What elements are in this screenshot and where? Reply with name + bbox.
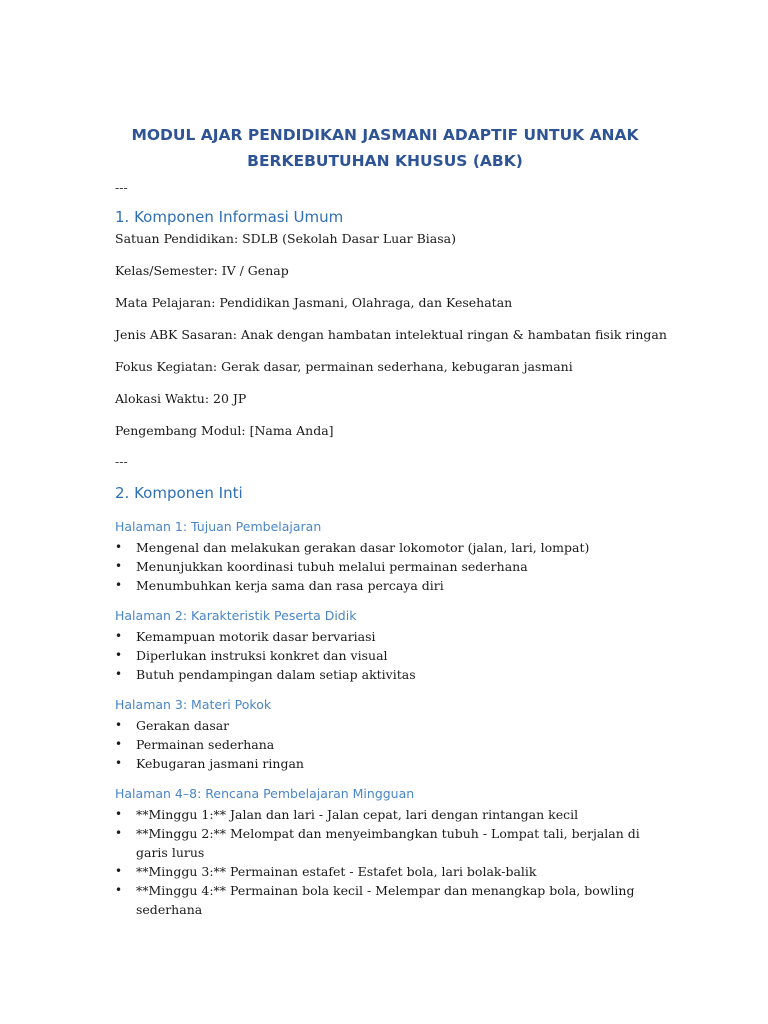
bullet-list (115, 716, 655, 773)
info-line: Jenis ABK Sasaran: Anak dengan hambatan intelektual ringan & hambatan fisik ringan (115, 327, 667, 342)
subsection-heading: Halaman 2: Karakteristik Peserta Didik (115, 608, 357, 623)
list-item (115, 576, 655, 595)
list-item-text: **Minggu 4:** Permainan bola kecil - Melempar dan menangkap bola, bowling sederhana (136, 883, 635, 917)
list-item-text: Kebugaran jasmani ringan (136, 756, 304, 771)
list-item (115, 805, 655, 824)
bullet-icon: • (115, 807, 123, 821)
list-item (115, 862, 655, 881)
list-item-text: Diperlukan instruksi konkret dan visual (136, 648, 388, 663)
list-item (115, 754, 655, 773)
list-item (115, 824, 655, 862)
bullet-icon: • (115, 737, 123, 751)
bullet-icon: • (115, 667, 123, 681)
bullet-icon: • (115, 826, 123, 840)
list-item-text: **Minggu 2:** Melompat dan menyeimbangkan tubuh - Lompat tali, berjalan di garis lurus (136, 826, 640, 860)
bullet-list (115, 538, 655, 595)
info-line: Fokus Kegiatan: Gerak dasar, permainan sederhana, kebugaran jasmani (115, 359, 573, 374)
list-item-text: Permainan sederhana (136, 737, 275, 752)
info-line: Mata Pelajaran: Pendidikan Jasmani, Olahraga, dan Kesehatan (115, 295, 513, 310)
list-item-text: Kemampuan motorik dasar bervariasi (136, 629, 376, 644)
list-item-text: **Minggu 1:** Jalan dan lari - Jalan cepat, lari dengan rintangan kecil (136, 807, 579, 822)
bullet-icon: • (115, 540, 123, 554)
bullet-icon: • (115, 756, 123, 770)
info-line: Alokasi Waktu: 20 JP (115, 391, 247, 406)
list-item-text: **Minggu 3:** Permainan estafet - Estafet bola, lari bolak-balik (136, 864, 537, 879)
list-item (115, 627, 655, 646)
document-content (115, 122, 667, 919)
separator-1: --- (115, 180, 128, 195)
subsection-heading: Halaman 1: Tujuan Pembelajaran (115, 519, 322, 534)
info-line: Kelas/Semester: IV / Genap (115, 263, 289, 278)
bullet-icon: • (115, 883, 123, 897)
list-item-text: Menumbuhkan kerja sama dan rasa percaya diri (136, 578, 444, 593)
bullet-icon: • (115, 629, 123, 643)
list-item-text: Gerakan dasar (136, 718, 230, 733)
list-item (115, 735, 655, 754)
list-item (115, 665, 655, 684)
subsection-heading: Halaman 3: Materi Pokok (115, 697, 272, 712)
document-title: MODUL AJAR PENDIDIKAN JASMANI ADAPTIF UNTUK ANAK BERKEBUTUHAN KHUSUS (ABK) (131, 126, 639, 170)
section-1-heading: 1. Komponen Informasi Umum (115, 208, 344, 226)
list-item-text: Butuh pendampingan dalam setiap aktivitas (136, 667, 416, 682)
list-item-text: Menunjukkan koordinasi tubuh melalui permainan sederhana (136, 559, 528, 574)
bullet-icon: • (115, 578, 123, 592)
list-item (115, 538, 655, 557)
subsection-heading: Halaman 4–8: Rencana Pembelajaran Mingguan (115, 786, 415, 801)
section-2-heading: 2. Komponen Inti (115, 484, 243, 502)
bullet-list (115, 627, 655, 684)
info-line: Satuan Pendidikan: SDLB (Sekolah Dasar Luar Biasa) (115, 231, 457, 246)
separator-2: --- (115, 454, 128, 469)
list-item (115, 557, 655, 576)
list-item (115, 881, 655, 919)
list-item-text: Mengenal dan melakukan gerakan dasar lokomotor (jalan, lari, lompat) (136, 540, 590, 555)
bullet-icon: • (115, 864, 123, 878)
list-item (115, 646, 655, 665)
bullet-icon: • (115, 718, 123, 732)
section-1-body (115, 230, 667, 440)
section-2-body (115, 518, 655, 919)
bullet-icon: • (115, 648, 123, 662)
info-line: Pengembang Modul: [Nama Anda] (115, 423, 334, 438)
bullet-icon: • (115, 559, 123, 573)
bullet-list (115, 805, 655, 919)
list-item (115, 716, 655, 735)
